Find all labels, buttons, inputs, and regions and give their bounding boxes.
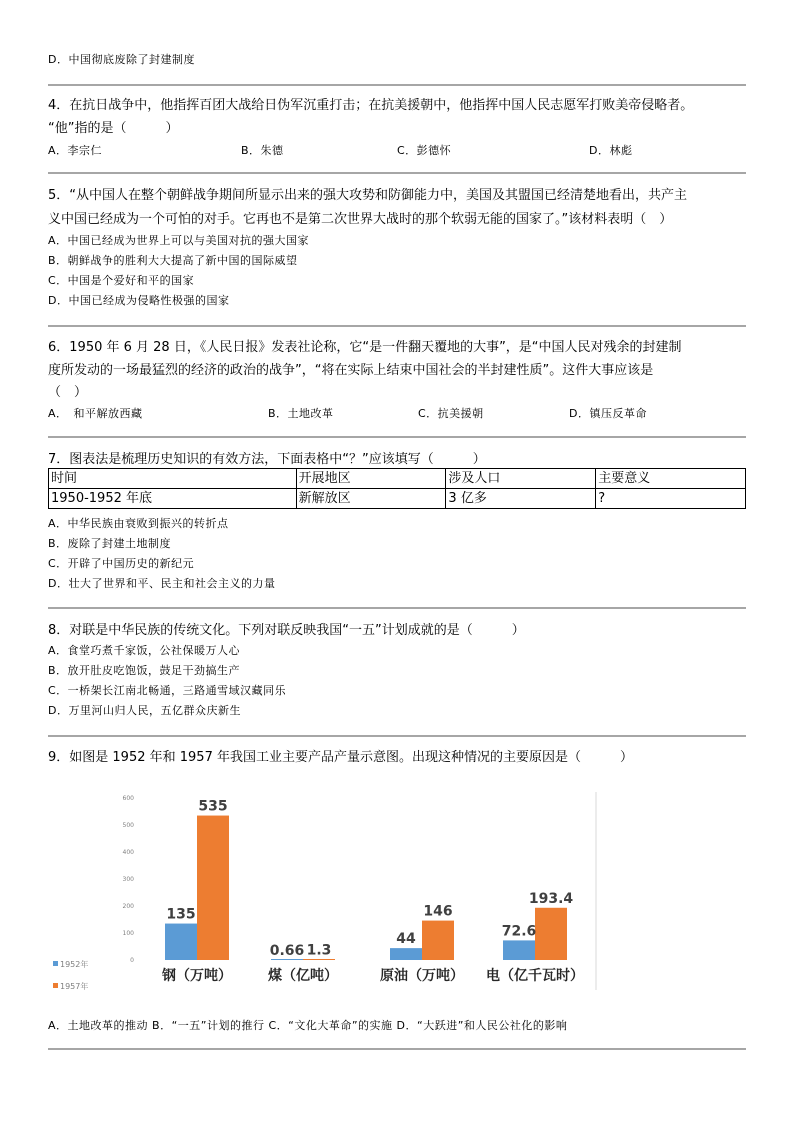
q4-option-c[interactable]: C．彭德怀 xyxy=(397,144,452,157)
q6-option-a[interactable]: A． 和平解放西藏 xyxy=(48,407,143,420)
q5-option-c[interactable]: C．中国是个爱好和平的国家 xyxy=(48,274,195,287)
category-label: 煤（亿吨） xyxy=(268,968,338,984)
y-tick-label: 500 xyxy=(122,822,134,829)
bar-1952 xyxy=(165,924,197,960)
legend-swatch xyxy=(53,961,58,966)
divider xyxy=(48,325,746,327)
q8-option-d[interactable]: D．万里河山归人民，五亿群众庆新生 xyxy=(48,704,241,717)
data-label: 193.4 xyxy=(528,890,574,907)
q4-stem-line2: “他”指的是（ ） xyxy=(48,121,179,136)
table-cell: ? xyxy=(596,489,746,509)
bar-1957 xyxy=(535,908,567,960)
table-row xyxy=(49,489,746,509)
q6-option-b[interactable]: B．土地改革 xyxy=(268,407,334,420)
bar-1952 xyxy=(503,940,535,960)
q4-option-a[interactable]: A．李宗仁 xyxy=(48,144,103,157)
category-label: 钢（万吨） xyxy=(162,968,232,984)
y-tick-label: 200 xyxy=(122,903,134,910)
q7-option-b[interactable]: B．废除了封建土地制度 xyxy=(48,537,172,550)
data-label: 0.66 xyxy=(269,942,305,959)
table-header-cell: 涉及人口 xyxy=(446,469,596,489)
q9-stem-line1: 9．如图是 1952 年和 1957 年我国工业主要产品产量示意图。出现这种情况的主要原因是（ ） xyxy=(48,750,633,765)
q5-option-b[interactable]: B．朝鲜战争的胜利大大提高了新中国的国际威望 xyxy=(48,254,298,267)
bar-1957 xyxy=(422,921,454,960)
divider xyxy=(48,172,746,174)
q3-option-d: D．中国彻底废除了封建制度 xyxy=(48,53,195,66)
q4-option-b[interactable]: B．朱德 xyxy=(241,144,284,157)
q4-stem-line1: 4．在抗日战争中，他指挥百团大战给日伪军沉重打击；在抗美援朝中，他指挥中国人民志愿军打败美帝侵略者。 xyxy=(48,98,694,113)
table-header-row xyxy=(49,469,746,489)
legend-label: 1957年 xyxy=(60,982,89,991)
q6-stem-line1: 6．1950 年 6 月 28 日，《人民日报》发表社论称，它“是一件翻天覆地的大事”，是“中国人民对残余的封建制 xyxy=(48,340,682,355)
q8-stem-line1: 8．对联是中华民族的传统文化。下列对联反映我国“一五”计划成就的是（ ） xyxy=(48,623,525,638)
y-tick-label: 100 xyxy=(122,930,134,937)
table-cell: 1950-1952 年底 xyxy=(49,489,297,509)
divider xyxy=(48,1048,746,1050)
data-label: 1.3 xyxy=(306,942,332,959)
y-tick-label: 0 xyxy=(130,957,134,964)
bar-1952 xyxy=(390,948,422,960)
q7-option-d[interactable]: D．壮大了世界和平、民主和社会主义的力量 xyxy=(48,577,276,590)
table-header-cell: 主要意义 xyxy=(596,469,746,489)
q6-option-d[interactable]: D．镇压反革命 xyxy=(569,407,647,420)
y-tick-label: 300 xyxy=(122,876,134,883)
q7-option-c[interactable]: C．开辟了中国历史的新纪元 xyxy=(48,557,195,570)
production-bar-chart xyxy=(0,780,794,1000)
q9-options[interactable]: A．土地改革的推动 B．“一五”计划的推行 C．“文化大革命”的实施 D．“大跃进”和人民公社化的影响 xyxy=(48,1019,568,1032)
q5-option-d[interactable]: D．中国已经成为侵略性极强的国家 xyxy=(48,294,230,307)
table-header-cell: 开展地区 xyxy=(296,469,446,489)
q5-stem-line1: 5．“从中国人在整个朝鲜战争期间所显示出来的强大攻势和防御能力中，美国及其盟国已经清楚地看出，共产主 xyxy=(48,188,688,203)
q6-stem-line3: （ ） xyxy=(48,385,88,400)
divider xyxy=(48,607,746,609)
divider xyxy=(48,84,746,86)
q4-option-d[interactable]: D．林彪 xyxy=(589,144,633,157)
q7-option-a[interactable]: A．中华民族由衰败到振兴的转折点 xyxy=(48,517,229,530)
y-tick-label: 400 xyxy=(122,849,134,856)
q8-option-c[interactable]: C．一桥架长江南北畅通，三路通雪域汉藏同乐 xyxy=(48,684,287,697)
data-label: 44 xyxy=(396,931,416,948)
table-cell: 新解放区 xyxy=(296,489,446,509)
q5-option-a[interactable]: A．中国已经成为世界上可以与美国对抗的强大国家 xyxy=(48,234,310,247)
bar-1952 xyxy=(271,959,303,960)
table-header-cell: 时间 xyxy=(49,469,297,489)
q6-stem-line2: 度所发动的一场最猛烈的经济的政治的战争”，“将在实际上结束中国社会的半封建性质”。这件大事应该是 xyxy=(48,363,654,378)
legend-swatch xyxy=(53,983,58,988)
divider xyxy=(48,436,746,438)
q8-option-a[interactable]: A．食堂巧煮千家饭，公社保暖万人心 xyxy=(48,644,241,657)
data-label: 146 xyxy=(423,903,453,920)
bar-1957 xyxy=(303,959,335,960)
q6-option-c[interactable]: C．抗美援朝 xyxy=(418,407,484,420)
data-label: 535 xyxy=(198,798,228,815)
category-label: 电（亿千瓦时） xyxy=(486,968,584,984)
q7-stem-line1: 7．图表法是梳理历史知识的有效方法，下面表格中“？”应该填写（ ） xyxy=(48,452,486,467)
data-label: 72.6 xyxy=(501,923,537,940)
table-cell: 3 亿多 xyxy=(446,489,596,509)
bar-1957 xyxy=(197,816,229,960)
legend-label: 1952年 xyxy=(60,960,89,969)
y-tick-label: 600 xyxy=(122,795,134,802)
divider xyxy=(48,735,746,737)
q5-stem-line2: 义中国已经成为一个可怕的对手。它再也不是第二次世界大战时的那个软弱无能的国家了。”该材料表明（ ） xyxy=(48,212,673,227)
q7-table xyxy=(48,468,746,509)
data-label: 135 xyxy=(166,906,196,923)
q8-option-b[interactable]: B．放开肚皮吃饱饭，鼓足干劲搞生产 xyxy=(48,664,241,677)
category-label: 原油（万吨） xyxy=(380,968,464,984)
